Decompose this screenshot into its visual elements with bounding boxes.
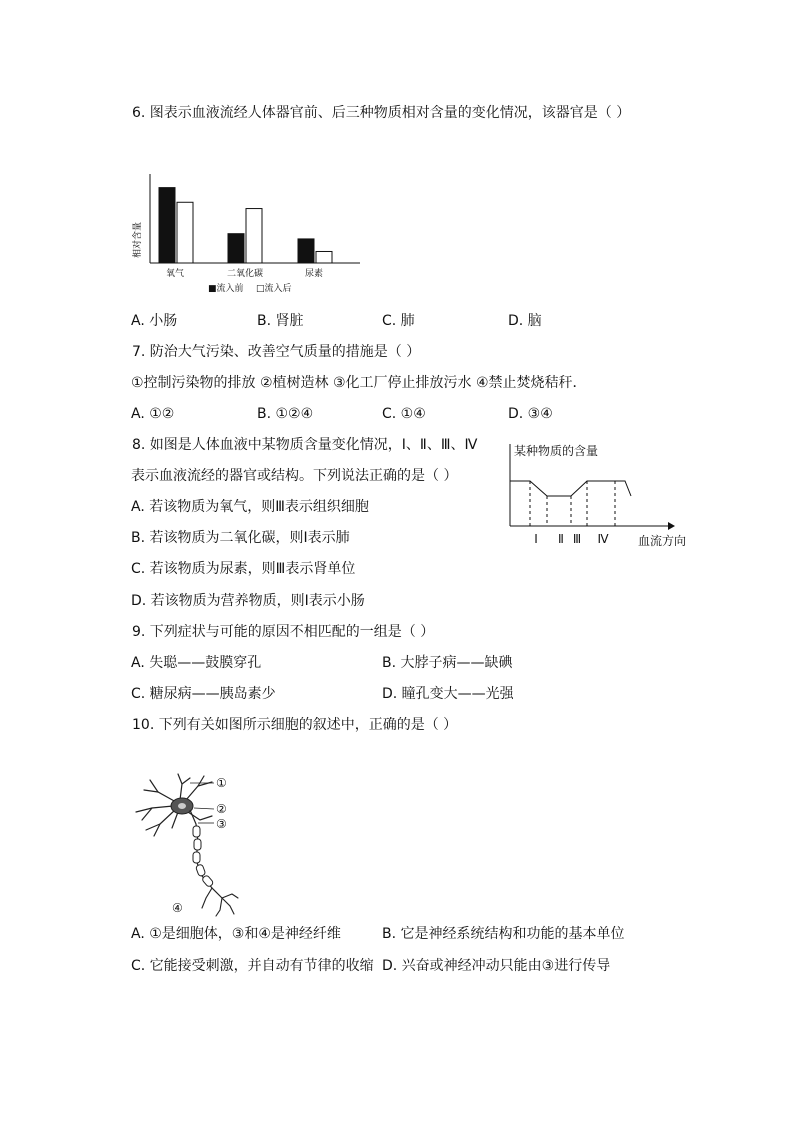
q6-bar-after-2 — [316, 251, 332, 263]
q6-stem: 6. 图表示血液流经人体器官前、后三种物质相对含量的变化情况，该器官是（ ） — [132, 105, 631, 121]
q7-option-a: A. ①② — [131, 406, 175, 422]
q6-bar-after-0 — [177, 202, 193, 263]
myelin-sheath — [193, 826, 214, 888]
q8-option-d: D. 若该物质为营养物质，则Ⅰ表示小肠 — [131, 593, 365, 609]
q10-option-b: B. 它是神经系统结构和功能的基本单位 — [382, 926, 625, 942]
neuron-label-1: ① — [216, 776, 227, 790]
q6-cat-0: 氧气 — [165, 269, 185, 279]
q6-ylabel: 相对含量 — [133, 221, 143, 259]
q7-stem: 7. 防治大气污染、改善空气质量的措施是（ ） — [132, 344, 421, 360]
q6-option-a: A. 小肠 — [131, 313, 178, 329]
neuron-label-4: ④ — [172, 901, 183, 915]
q6-cat-2: 尿素 — [304, 269, 324, 279]
q9-stem: 9. 下列症状与可能的原因不相匹配的一组是（ ） — [132, 624, 435, 640]
q8-tick-iii: Ⅲ — [572, 532, 582, 546]
q8-ylabel: 某种物质的含量 — [514, 444, 599, 458]
nucleus — [178, 803, 186, 809]
q6-bar-before-2 — [298, 239, 314, 263]
q6-bar-before-0 — [159, 188, 175, 263]
q10-option-d: D. 兴奋或神经冲动只能由③进行传导 — [382, 958, 611, 974]
q8-tick-iv: Ⅳ — [597, 532, 609, 546]
q8-option-a: A. 若该物质为氧气，则Ⅲ表示组织细胞 — [131, 499, 369, 515]
q9-option-d: D. 瞳孔变大——光强 — [382, 686, 514, 702]
q8-tick-ii: Ⅱ — [558, 532, 564, 546]
q9-option-c: C. 糖尿病——胰岛素少 — [131, 686, 276, 702]
q10-option-c: C. 它能接受刺激，并自动有节律的收缩 — [131, 958, 374, 974]
neuron-figure — [128, 772, 244, 918]
q6-option-c: C. 肺 — [382, 313, 415, 329]
q8-option-c: C. 若该物质为尿素，则Ⅲ表示肾单位 — [131, 561, 356, 577]
axon-terminals — [202, 888, 238, 916]
q6-option-d: D. 脑 — [508, 313, 542, 329]
q6-bar-chart — [128, 168, 368, 300]
q7-option-b: B. ①②④ — [257, 406, 314, 422]
q10-stem: 10. 下列有关如图所示细胞的叙述中，正确的是（ ） — [132, 717, 458, 733]
q6-bar-after-1 — [246, 209, 262, 263]
q6-bar-before-1 — [228, 234, 244, 263]
q6-option-b: B. 肾脏 — [257, 313, 304, 329]
q6-legend-before: ■流入前 — [208, 284, 244, 294]
q9-option-a: A. 失聪——鼓膜穿孔 — [131, 655, 262, 671]
q7-measures: ①控制污染物的排放 ②植树造林 ③化工厂停止排放污水 ④禁止焚烧秸秆． — [131, 375, 587, 391]
q6-legend-after: □流入后 — [256, 284, 292, 294]
neuron-label-2: ② — [216, 802, 227, 816]
q8-series-line — [510, 481, 631, 496]
q8-stem-line1: 8. 如图是人体血液中某物质含量变化情况，Ⅰ、Ⅱ、Ⅲ、Ⅳ — [132, 437, 478, 453]
q7-option-c: C. ①④ — [382, 406, 426, 422]
q8-xlabel: 血流方向 — [638, 534, 687, 548]
q6-cat-1: 二氧化碳 — [226, 269, 264, 279]
q8-x-arrow — [668, 522, 675, 530]
neuron-label-3: ③ — [216, 817, 227, 831]
q8-line-chart — [505, 438, 705, 550]
q7-option-d: D. ③④ — [508, 406, 553, 422]
q8-tick-i: Ⅰ — [534, 532, 538, 546]
q8-option-b: B. 若该物质为二氧化碳，则Ⅰ表示肺 — [131, 530, 350, 546]
q8-stem-line2: 表示血液流经的器官或结构。下列说法正确的是（ ） — [131, 468, 458, 484]
q10-option-a: A. ①是细胞体，③和④是神经纤维 — [131, 926, 341, 942]
q9-option-b: B. 大脖子病——缺碘 — [382, 655, 513, 671]
